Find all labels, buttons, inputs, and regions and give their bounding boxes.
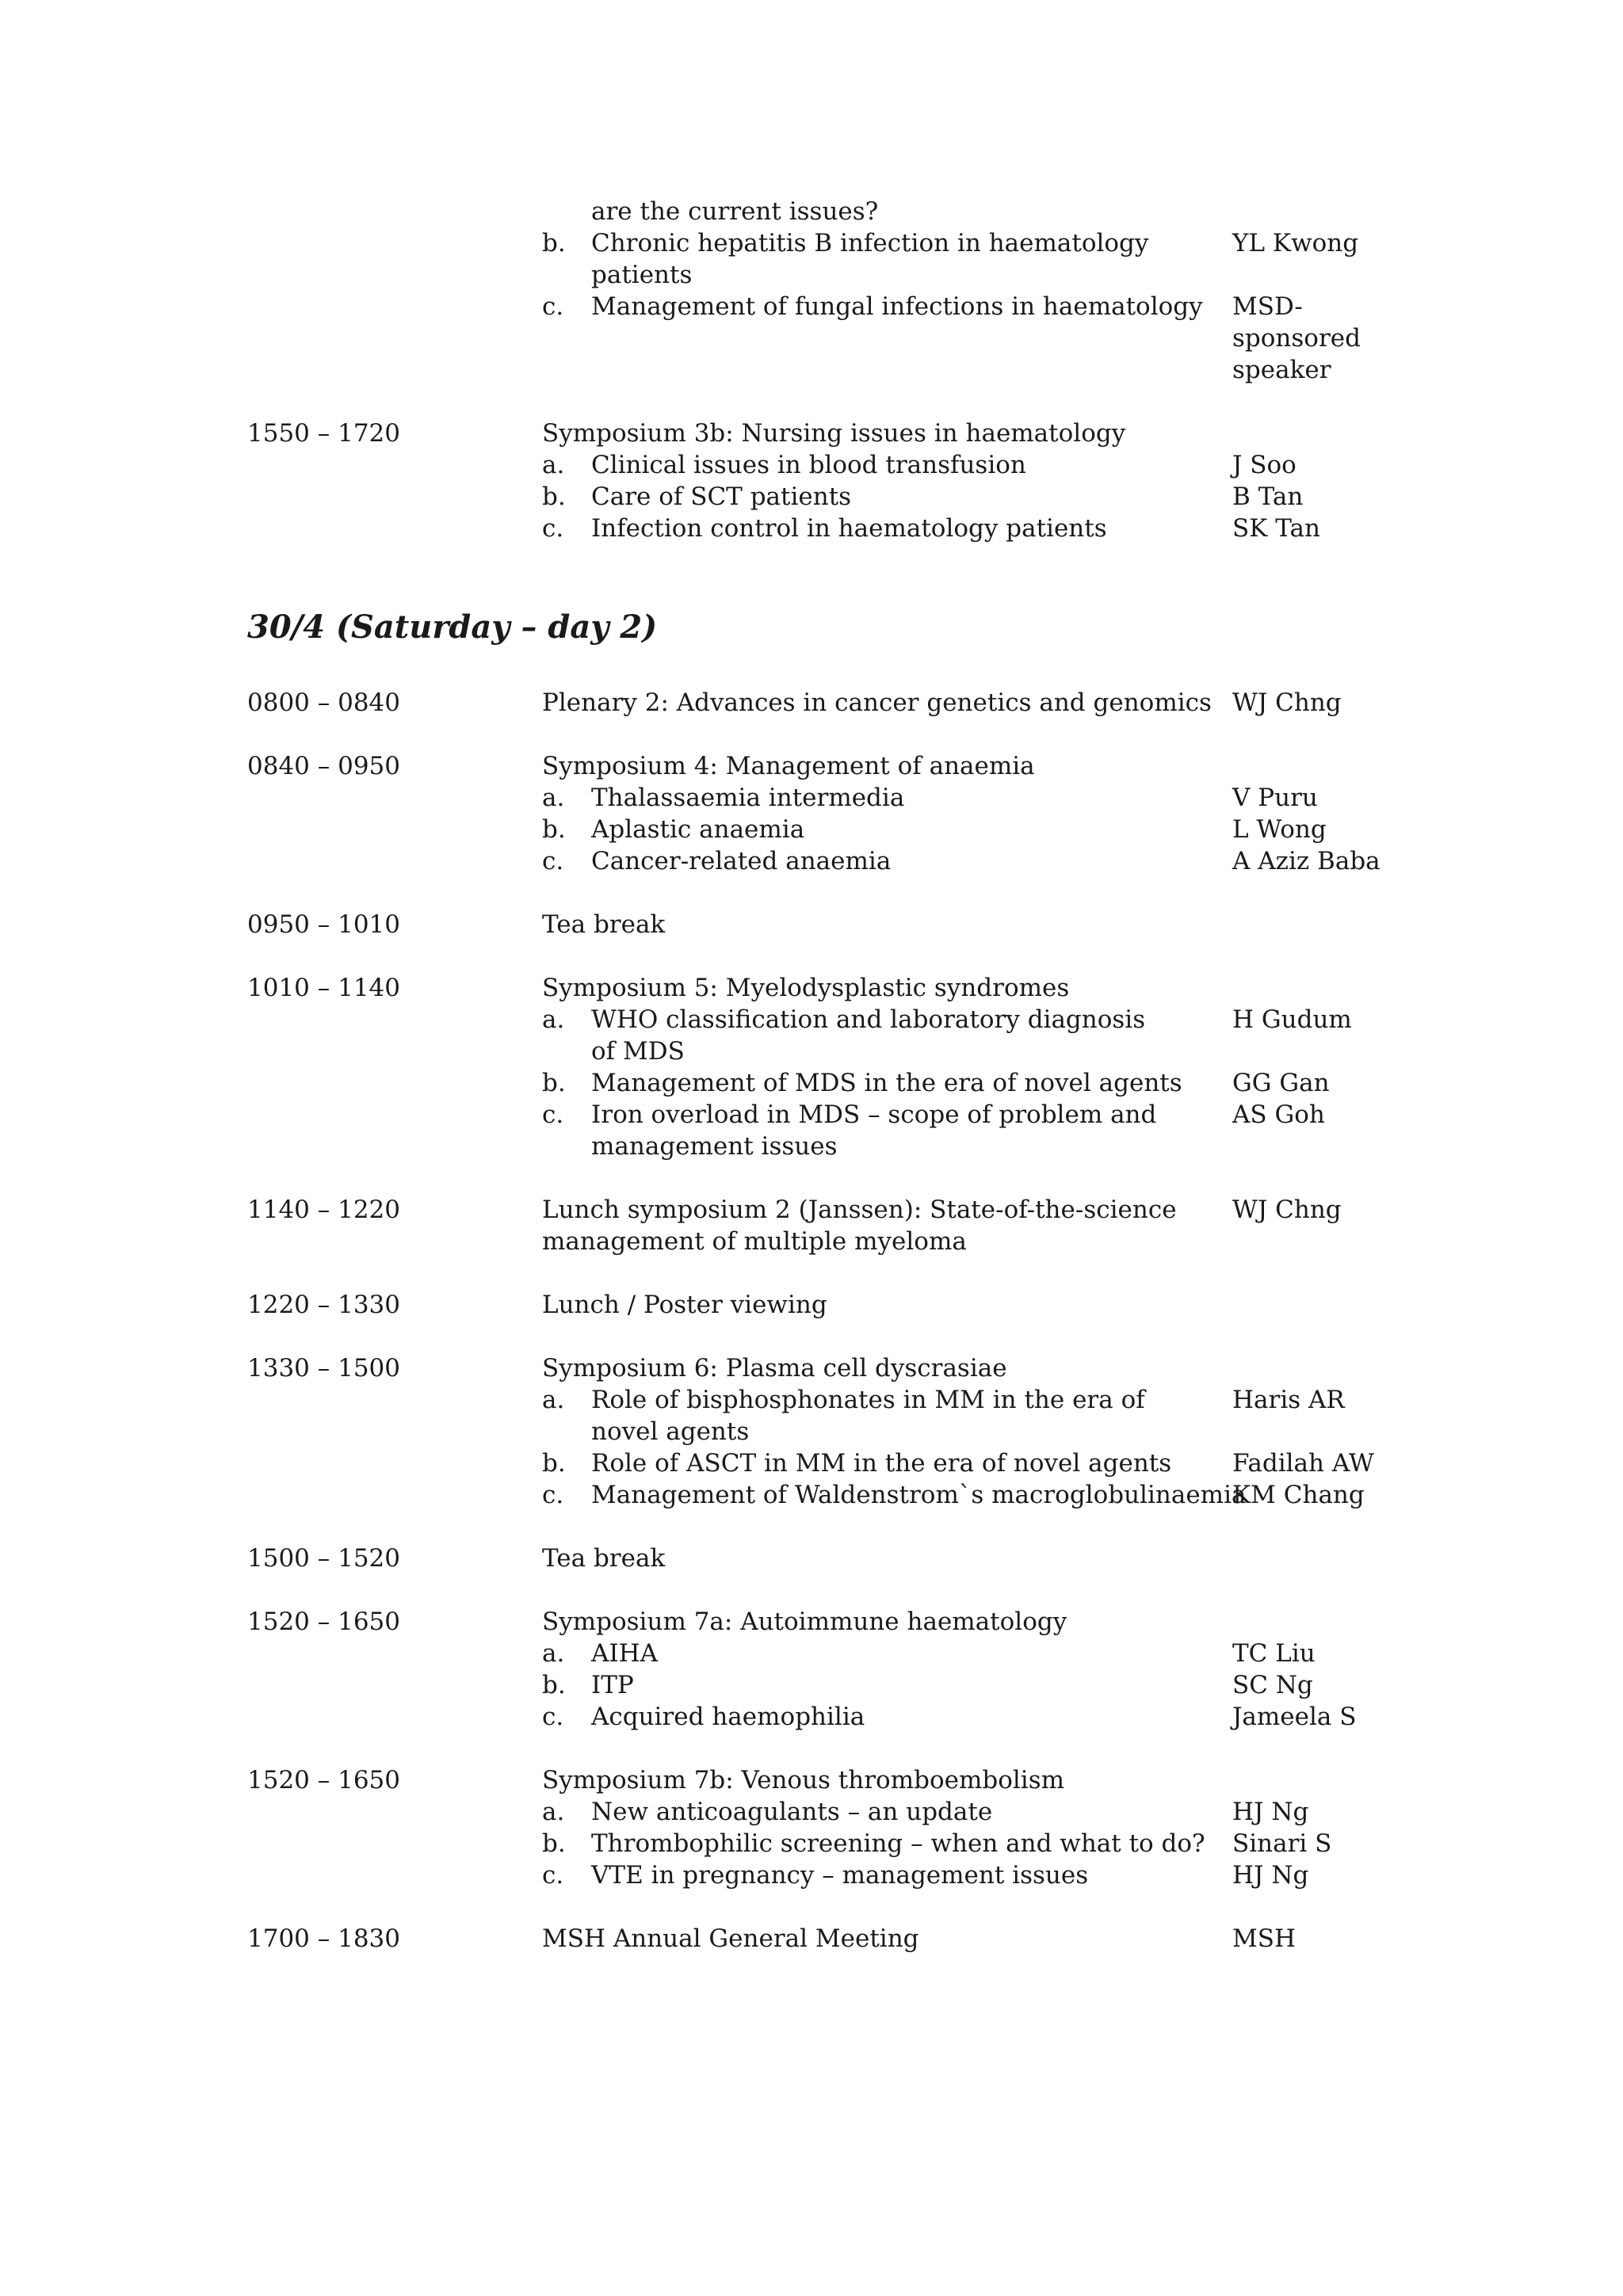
session-title: Symposium 7a: Autoimmune haematology bbox=[542, 1608, 1067, 1636]
item-title-continued: of MDS bbox=[591, 1037, 685, 1066]
item-title: Role of ASCT in MM in the era of novel agents bbox=[591, 1449, 1172, 1478]
item-speaker: SC Ng bbox=[1232, 1671, 1313, 1699]
item-speaker: YL Kwong bbox=[1232, 229, 1359, 257]
item-speaker: MSD- bbox=[1232, 292, 1303, 321]
item-title: Management of fungal infections in haematology bbox=[591, 292, 1203, 321]
session-title: Symposium 3b: Nursing issues in haematology bbox=[542, 419, 1126, 448]
item-a-continued-text: are the current issues? bbox=[591, 197, 879, 226]
item-title: New anticoagulants – an update bbox=[591, 1798, 993, 1826]
item-title: Iron overload in MDS – scope of problem and bbox=[591, 1100, 1157, 1129]
item-speaker-continued: speaker bbox=[1232, 356, 1331, 384]
item-title-continued: patients bbox=[591, 261, 693, 289]
item-title: Infection control in haematology patients bbox=[591, 514, 1107, 543]
item-marker: c. bbox=[542, 1861, 564, 1890]
item-speaker: SK Tan bbox=[1232, 514, 1320, 543]
session-time: 1500 – 1520 bbox=[247, 1544, 400, 1573]
session-speaker: MSH bbox=[1232, 1924, 1296, 1953]
session-time: 1330 – 1500 bbox=[247, 1354, 400, 1383]
item-marker: b. bbox=[542, 815, 566, 844]
item-speaker: H Gudum bbox=[1232, 1005, 1352, 1034]
item-marker: c. bbox=[542, 514, 564, 543]
session-title: Lunch symposium 2 (Janssen): State-of-the-science bbox=[542, 1196, 1177, 1224]
item-marker: c. bbox=[542, 1481, 564, 1509]
session-time: 0800 – 0840 bbox=[247, 688, 400, 717]
item-speaker: B Tan bbox=[1232, 482, 1304, 511]
item-speaker-continued: sponsored bbox=[1232, 324, 1361, 353]
item-title: Cancer-related anaemia bbox=[591, 847, 892, 875]
session-time: 0840 – 0950 bbox=[247, 752, 400, 780]
session-title: Symposium 6: Plasma cell dyscrasiae bbox=[542, 1354, 1007, 1383]
item-marker: b. bbox=[542, 1671, 566, 1699]
session-title: Symposium 5: Myelodysplastic syndromes bbox=[542, 974, 1070, 1002]
item-speaker: TC Liu bbox=[1232, 1639, 1316, 1668]
item-title: ITP bbox=[591, 1671, 634, 1699]
item-title: Aplastic anaemia bbox=[591, 815, 805, 844]
item-speaker: HJ Ng bbox=[1232, 1798, 1309, 1826]
session-time: 1520 – 1650 bbox=[247, 1766, 400, 1794]
item-title: AIHA bbox=[591, 1639, 659, 1668]
item-speaker: GG Gan bbox=[1232, 1069, 1330, 1097]
item-marker: c. bbox=[542, 847, 564, 875]
session-speaker: WJ Chng bbox=[1232, 688, 1342, 717]
session-time: 0950 – 1010 bbox=[247, 910, 400, 939]
item-title: Management of MDS in the era of novel agents bbox=[591, 1069, 1182, 1097]
item-speaker: AS Goh bbox=[1232, 1100, 1325, 1129]
item-title: VTE in pregnancy – management issues bbox=[591, 1861, 1089, 1890]
item-title: Clinical issues in blood transfusion bbox=[591, 451, 1026, 479]
item-title-continued: novel agents bbox=[591, 1417, 750, 1446]
item-speaker: KM Chang bbox=[1232, 1481, 1365, 1509]
day-heading: 30/4 (Saturday – day 2) bbox=[247, 608, 658, 646]
item-title: Acquired haemophilia bbox=[591, 1703, 865, 1731]
session-title: Lunch / Poster viewing bbox=[542, 1291, 827, 1319]
session-title: MSH Annual General Meeting bbox=[542, 1924, 919, 1953]
item-marker: b. bbox=[542, 1829, 566, 1858]
item-speaker: Fadilah AW bbox=[1232, 1449, 1374, 1478]
item-marker: b. bbox=[542, 482, 566, 511]
session-time: 1010 – 1140 bbox=[247, 974, 400, 1002]
item-marker: a. bbox=[542, 1005, 565, 1034]
item-speaker: V Puru bbox=[1232, 784, 1318, 812]
session-title-continued: management of multiple myeloma bbox=[542, 1227, 967, 1256]
item-marker: a. bbox=[542, 1798, 565, 1826]
item-title-continued: management issues bbox=[591, 1132, 838, 1161]
session-title: Symposium 7b: Venous thromboembolism bbox=[542, 1766, 1064, 1794]
item-title: Role of bisphosphonates in MM in the era of bbox=[591, 1386, 1145, 1414]
session-title: Plenary 2: Advances in cancer genetics and genomics bbox=[542, 688, 1212, 717]
session-speaker: WJ Chng bbox=[1232, 1196, 1342, 1224]
item-title: Thrombophilic screening – when and what to do? bbox=[591, 1829, 1205, 1858]
session-time: 1520 – 1650 bbox=[247, 1608, 400, 1636]
item-marker: b. bbox=[542, 1069, 566, 1097]
item-title: Chronic hepatitis B infection in haematology bbox=[591, 229, 1149, 257]
session-title: Tea break bbox=[542, 1544, 666, 1573]
session-title: Symposium 4: Management of anaemia bbox=[542, 752, 1035, 780]
item-marker: c. bbox=[542, 292, 564, 321]
session-time: 1700 – 1830 bbox=[247, 1924, 400, 1953]
item-marker: b. bbox=[542, 229, 566, 257]
item-speaker: Sinari S bbox=[1232, 1829, 1332, 1858]
item-title: Care of SCT patients bbox=[591, 482, 852, 511]
item-marker: c. bbox=[542, 1100, 564, 1129]
session-time: 1220 – 1330 bbox=[247, 1291, 400, 1319]
item-marker: a. bbox=[542, 784, 565, 812]
item-title: WHO classification and laboratory diagnosis bbox=[591, 1005, 1146, 1034]
session-time: 1140 – 1220 bbox=[247, 1196, 400, 1224]
item-marker: c. bbox=[542, 1703, 564, 1731]
session-time: 1550 – 1720 bbox=[247, 419, 400, 448]
item-speaker: HJ Ng bbox=[1232, 1861, 1309, 1890]
item-speaker: Haris AR bbox=[1232, 1386, 1345, 1414]
item-title: Management of Waldenstrom`s macroglobulinaemia bbox=[591, 1481, 1247, 1509]
item-marker: a. bbox=[542, 1639, 565, 1668]
item-speaker: Jameela S bbox=[1232, 1703, 1357, 1731]
item-title: Thalassaemia intermedia bbox=[591, 784, 905, 812]
item-speaker: J Soo bbox=[1232, 451, 1296, 479]
session-title: Tea break bbox=[542, 910, 666, 939]
item-marker: a. bbox=[542, 451, 565, 479]
item-marker: a. bbox=[542, 1386, 565, 1414]
item-marker: b. bbox=[542, 1449, 566, 1478]
item-speaker: L Wong bbox=[1232, 815, 1327, 844]
item-speaker: A Aziz Baba bbox=[1232, 847, 1381, 875]
